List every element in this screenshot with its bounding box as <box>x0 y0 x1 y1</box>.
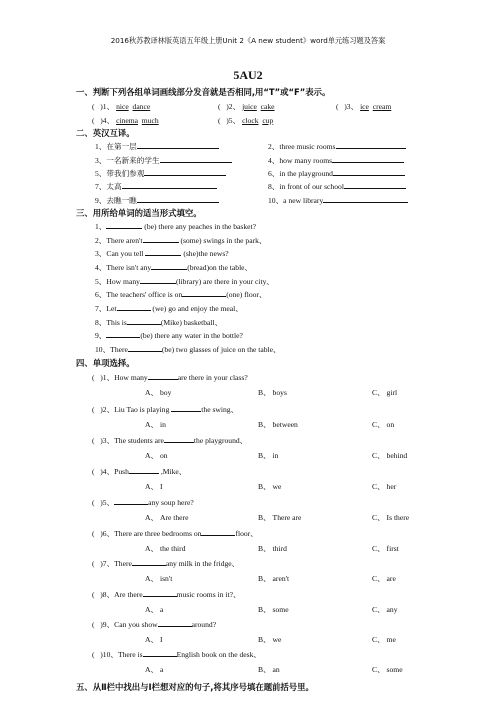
choice-option-b: B、 third <box>258 544 287 553</box>
choice-option-b: B、 There are <box>258 513 302 522</box>
choice-option-a: A、 in <box>145 420 166 429</box>
section-2-heading: 二、英汉互译。 <box>76 128 135 138</box>
choice-option-a: A、 isn't <box>145 574 173 583</box>
choice-option-a: A、 boy <box>145 388 172 397</box>
choice-option-b: B、 in <box>258 451 279 460</box>
translation-item: 5、带我们参观 <box>95 168 226 179</box>
choice-option-a: A、 Are there <box>145 513 189 522</box>
choice-option-b: B、 aren't <box>258 574 290 583</box>
choice-question: ( )10、There is English book on the desk、 <box>92 650 261 659</box>
pronunciation-item: ( )3、 ice cream <box>336 102 392 111</box>
section-5-heading: 五、从Ⅱ栏中找出与Ⅰ栏想对应的句子,将其序号填在题前括号里。 <box>76 682 314 692</box>
translation-item: 8、in front of our school <box>268 181 406 192</box>
choice-question: ( )7、There any milk in the fridge、 <box>92 559 240 568</box>
translation-item: 10、a new library <box>268 195 408 206</box>
fill-blank-item: 2、There aren't (some) swings in the park、 <box>95 236 267 245</box>
choice-question: ( )2、Liu Tao is playing the swing、 <box>92 405 239 414</box>
pronunciation-item: ( )5、 clock cup <box>218 116 274 125</box>
choice-option-a: A、 a <box>145 665 164 674</box>
choice-option-a: A、 I <box>145 635 163 644</box>
worksheet-title: 5AU2 <box>233 68 263 82</box>
translation-item: 3、一名新来的学生 <box>95 155 232 166</box>
choice-option-a: A、 the third <box>145 544 186 553</box>
translation-item: 9、去瞧一瞧 <box>95 195 219 206</box>
document-header: 2016秋苏教译林版英语五年级上册Unit 2《A new student》word单元练习题及答案 <box>110 36 386 45</box>
fill-blank-item: 5、How many (library) are there in your city、 <box>95 277 274 286</box>
choice-question: ( )5、 any soup here? <box>92 498 194 507</box>
choice-option-c: C、 Is there <box>372 513 410 522</box>
fill-blank-item: 4、There isn't any (bread)on the table、 <box>95 263 253 272</box>
pronunciation-item: ( )4、 cinema much <box>92 116 159 125</box>
choice-option-c: C、 me <box>372 635 396 644</box>
choice-option-b: B、 an <box>258 665 280 674</box>
translation-item: 2、three music rooms <box>268 141 406 152</box>
choice-option-a: A、 a <box>145 605 164 614</box>
choice-option-c: C、 on <box>372 420 395 429</box>
section-4-heading: 四、单项选择。 <box>76 358 135 368</box>
choice-question: ( )9、Can you show around? <box>92 620 217 629</box>
choice-option-c: C、 are <box>372 574 396 583</box>
choice-option-b: B、 some <box>258 605 289 614</box>
choice-question: ( )3、The students are the playground、 <box>92 436 248 445</box>
choice-option-c: C、 her <box>372 482 397 491</box>
choice-option-b: B、 we <box>258 482 282 491</box>
translation-item: 7、太高 <box>95 181 217 192</box>
fill-blank-item: 9、 (be) there any water in the bottle? <box>95 331 243 340</box>
choice-option-b: B、 between <box>258 420 298 429</box>
choice-option-c: C、 behind <box>372 451 408 460</box>
choice-option-b: B、 we <box>258 635 282 644</box>
section-3-heading: 三、用所给单词的适当形式填空。 <box>76 208 202 218</box>
choice-question: ( )4、Push ,Mike、 <box>92 467 187 476</box>
fill-blank-item: 8、This is (Mike) basketball、 <box>95 318 223 327</box>
section-1-heading: 一、判断下列各组单词画线部分发音就是否相同,用“T”或“F”表示。 <box>76 87 331 97</box>
fill-blank-item: 10、There (be) two glasses of juice on the table、 <box>95 345 281 354</box>
fill-blank-item: 6、The teachers' office is on (one) floor、 <box>95 290 267 299</box>
choice-option-b: B、 boys <box>258 388 287 397</box>
fill-blank-item: 1、 (be) there any peaches in the basket? <box>95 222 257 231</box>
pronunciation-item: ( )1、 nice dance <box>92 102 151 111</box>
choice-option-a: A、 I <box>145 482 163 491</box>
choice-option-a: A、 on <box>145 451 168 460</box>
choice-question: ( )8、Are there music rooms in it?、 <box>92 590 241 599</box>
translation-item: 6、in the playground <box>268 168 405 179</box>
choice-option-c: C、 some <box>372 665 403 674</box>
fill-blank-item: 7、Let (we) go and enjoy the meal、 <box>95 304 243 313</box>
fill-blank-item: 3、Can you tell (she)the news? <box>95 249 229 258</box>
choice-option-c: C、 any <box>372 605 398 614</box>
choice-option-c: C、 first <box>372 544 399 553</box>
pronunciation-item: ( )2、 juice cake <box>218 102 275 111</box>
choice-question: ( )6、There are three bedrooms on floor、 <box>92 529 258 538</box>
choice-question: ( )1、How many are there in your class? <box>92 373 248 382</box>
translation-item: 1、在第一层 <box>95 141 219 152</box>
choice-option-c: C、 girl <box>372 388 398 397</box>
translation-item: 4、how many rooms <box>268 155 404 166</box>
